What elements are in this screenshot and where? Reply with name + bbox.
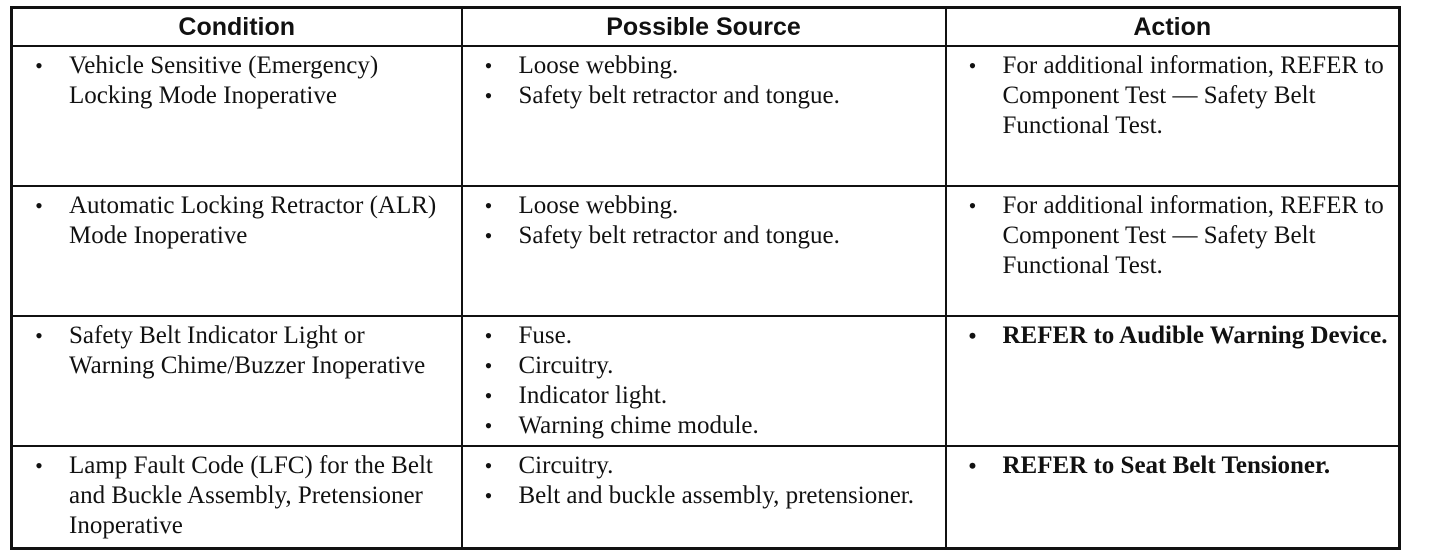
bullet-icon: • xyxy=(484,453,493,478)
source-text: Loose webbing. xyxy=(518,192,679,219)
action-text: REFER to Audible Warning Device. xyxy=(1002,322,1388,349)
list-item xyxy=(473,81,935,111)
action-cell xyxy=(946,186,1400,316)
bullet-icon: • xyxy=(35,193,43,218)
source-text: Loose webbing. xyxy=(518,52,679,79)
bullet-icon: • xyxy=(484,53,493,78)
list-item xyxy=(473,451,935,481)
list-item xyxy=(23,191,451,251)
action-cell xyxy=(946,316,1400,446)
action-cell xyxy=(946,446,1400,549)
bullet-icon: • xyxy=(35,323,43,348)
bullet-icon: • xyxy=(968,323,977,348)
list-item xyxy=(473,221,935,251)
condition-cell xyxy=(12,316,462,446)
list-item xyxy=(473,51,935,81)
list-item xyxy=(23,321,451,381)
diagnosis-table-wrapper xyxy=(10,6,1398,550)
bullet-icon: • xyxy=(35,453,43,478)
header-row xyxy=(12,8,1400,47)
bullet-icon: • xyxy=(968,193,977,218)
action-cell xyxy=(946,46,1400,186)
source-cell xyxy=(462,316,946,446)
condition-cell xyxy=(12,46,462,186)
source-cell xyxy=(462,446,946,549)
bullet-icon: • xyxy=(484,83,493,108)
source-cell xyxy=(462,186,946,316)
source-text: Safety belt retractor and tongue. xyxy=(518,82,840,109)
source-cell xyxy=(462,46,946,186)
condition-cell xyxy=(12,446,462,549)
list-item xyxy=(473,351,935,381)
source-text: Circuitry. xyxy=(518,452,614,479)
table-row xyxy=(12,316,1400,446)
list-item xyxy=(473,191,935,221)
bullet-icon: • xyxy=(968,53,977,78)
table-row xyxy=(12,186,1400,316)
bullet-icon: • xyxy=(484,383,493,408)
source-text: Fuse. xyxy=(518,322,572,349)
header-action: Action xyxy=(946,8,1400,47)
list-item xyxy=(957,321,1389,351)
bullet-icon: • xyxy=(35,53,43,78)
header-condition: Condition xyxy=(12,8,462,47)
list-item xyxy=(473,321,935,351)
condition-text: Safety Belt Indicator Light or Warning Chime/Buzzer Inoperative xyxy=(69,322,426,379)
list-item xyxy=(473,411,935,441)
list-item xyxy=(957,191,1389,281)
list-item xyxy=(473,481,935,511)
bullet-icon: • xyxy=(484,323,493,348)
bullet-icon: • xyxy=(484,413,493,438)
source-text: Indicator light. xyxy=(518,382,668,409)
list-item xyxy=(23,51,451,111)
condition-cell xyxy=(12,186,462,316)
list-item xyxy=(957,51,1389,141)
table-row xyxy=(12,446,1400,549)
list-item xyxy=(23,451,451,541)
action-text: For additional information, REFER to Component Test — Safety Belt Functional Test. xyxy=(1002,192,1384,279)
condition-text: Vehicle Sensitive (Emergency) Locking Mode Inoperative xyxy=(69,52,379,109)
action-text: For additional information, REFER to Component Test — Safety Belt Functional Test. xyxy=(1002,52,1384,139)
action-text: REFER to Seat Belt Tensioner. xyxy=(1002,452,1331,479)
source-text: Belt and buckle assembly, pretensioner. xyxy=(518,482,914,509)
header-possible-source: Possible Source xyxy=(462,8,946,47)
bullet-icon: • xyxy=(484,483,493,508)
list-item xyxy=(957,451,1389,481)
condition-text: Lamp Fault Code (LFC) for the Belt and Buckle Assembly, Pretensioner Inoperative xyxy=(69,452,433,539)
symptom-chart-table xyxy=(10,6,1401,550)
bullet-icon: • xyxy=(968,453,977,478)
source-text: Circuitry. xyxy=(518,352,614,379)
list-item xyxy=(473,381,935,411)
source-text: Safety belt retractor and tongue. xyxy=(518,222,840,249)
bullet-icon: • xyxy=(484,193,493,218)
table-row xyxy=(12,46,1400,186)
bullet-icon: • xyxy=(484,223,493,248)
source-text: Warning chime module. xyxy=(518,412,759,439)
bullet-icon: • xyxy=(484,353,493,378)
condition-text: Automatic Locking Retractor (ALR) Mode Inoperative xyxy=(69,192,437,249)
